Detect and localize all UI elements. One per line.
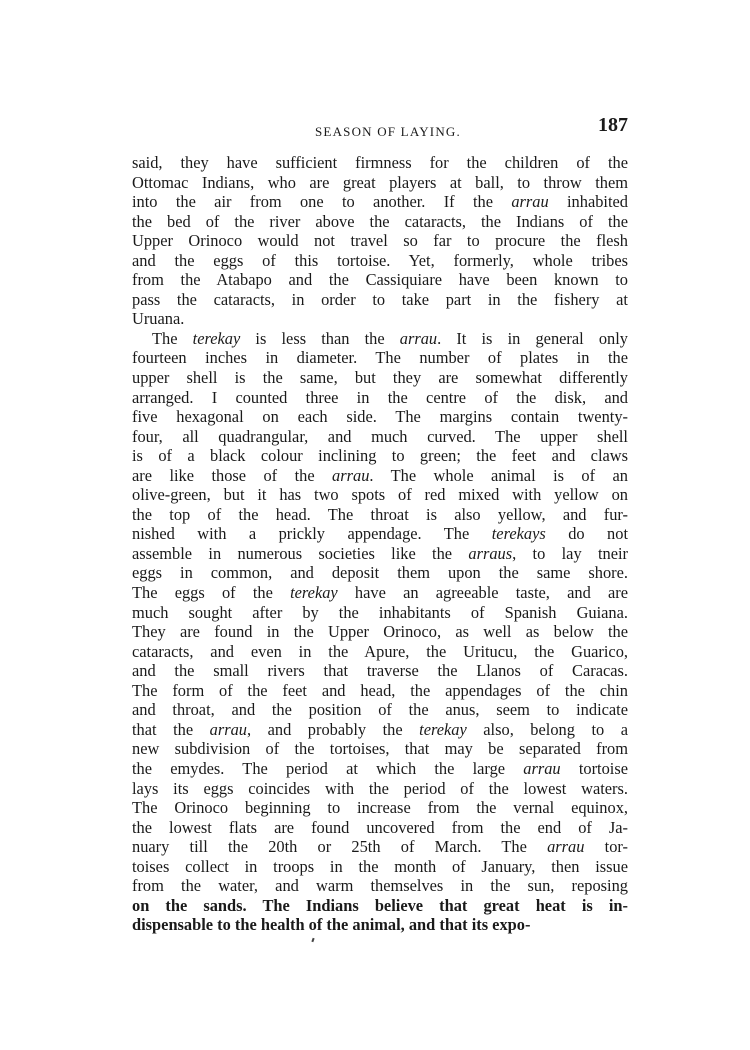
- text-line: [132, 915, 628, 935]
- text-line: [132, 544, 628, 564]
- text-segment: into the air from one to another. If the: [132, 192, 512, 212]
- italic-term: arrau: [511, 192, 549, 212]
- text-segment: pass the cataracts, in order to take part in the fishery at: [132, 289, 628, 309]
- text-line: [132, 505, 628, 525]
- text-line: [132, 466, 628, 486]
- text-segment: They are found in the Upper Orinoco, as well as below the: [132, 622, 628, 642]
- text-segment: assemble in numerous societies like the: [132, 543, 469, 563]
- text-segment: Uruana.: [132, 309, 185, 329]
- text-segment: much sought after by the inhabitants of Spanish Guiana.: [132, 602, 628, 622]
- text-segment: the bed of the river above the cataracts, the Indians of the: [132, 211, 628, 231]
- text-line: [132, 329, 628, 349]
- text-line: [132, 446, 628, 466]
- text-line: [132, 348, 628, 368]
- text-segment: inhabited: [548, 192, 628, 212]
- text-segment: fourteen inches in diameter. The number of plates in the: [132, 348, 628, 368]
- text-segment: The Orinoco beginning to increase from the vernal equinox,: [132, 798, 628, 818]
- text-segment: dispensable to the health of the animal, and that its expo-: [132, 915, 531, 935]
- body-text: [132, 153, 628, 935]
- text-segment: five hexagonal on each side. The margins contain twenty-: [132, 407, 628, 427]
- text-line: [132, 251, 628, 271]
- text-segment: also, belong to a: [466, 719, 628, 739]
- text-segment: The eggs of the: [132, 583, 291, 603]
- text-segment: Upper Orinoco would not travel so far to procure the flesh: [132, 231, 628, 251]
- text-line: [132, 622, 628, 642]
- text-segment: do not: [545, 524, 628, 544]
- page-header: [132, 114, 628, 144]
- page-number: 187: [598, 114, 628, 136]
- text-segment: The form of the feet and head, the appendages of the chin: [132, 680, 628, 700]
- italic-term: terekays: [491, 524, 546, 544]
- text-segment: four, all quadrangular, and much curved. The upper shell: [132, 426, 628, 446]
- italic-term: arrau: [332, 465, 370, 485]
- text-line: [132, 818, 628, 838]
- text-line: [132, 583, 628, 603]
- text-line: [132, 563, 628, 583]
- text-segment: , to lay tneir: [512, 543, 628, 563]
- italic-term: arrau: [399, 328, 438, 348]
- italic-term: terekay: [290, 583, 338, 603]
- text-segment: are like those of the: [132, 465, 333, 485]
- text-line: [132, 700, 628, 720]
- italic-term: arrau: [547, 837, 585, 857]
- text-line: [132, 524, 628, 544]
- text-line: [132, 603, 628, 623]
- text-segment: The: [152, 328, 193, 348]
- text-segment: . The whole animal is of an: [369, 465, 628, 485]
- text-line: [132, 857, 628, 877]
- text-segment: . It is in general only: [437, 328, 628, 348]
- ink-mark: [311, 938, 314, 942]
- text-segment: from the Atabapo and the Cassiquiare have been known to: [132, 270, 628, 290]
- text-segment: lays its eggs coincides with the period of the lowest waters.: [132, 778, 628, 798]
- text-segment: and throat, and the position of the anus, seem to indicate: [132, 700, 628, 720]
- text-segment: tortoise: [560, 758, 628, 778]
- text-segment: tor-: [584, 837, 628, 857]
- text-line: [132, 368, 628, 388]
- text-segment: new subdivision of the tortoises, that may be separated from: [132, 739, 628, 759]
- text-line: [132, 485, 628, 505]
- text-segment: is of a black colour inclining to green; the feet and claws: [132, 446, 628, 466]
- text-line: [132, 779, 628, 799]
- text-line: [132, 388, 628, 408]
- text-line: [132, 739, 628, 759]
- text-segment: from the water, and warm themselves in the sun, reposing: [132, 876, 628, 896]
- text-segment: nuary till the 20th or 25th of March. The: [132, 837, 548, 857]
- text-segment: and the eggs of this tortoise. Yet, formerly, whole tribes: [132, 250, 628, 270]
- text-segment: upper shell is the same, but they are somewhat differently: [132, 368, 628, 388]
- text-line: [132, 270, 628, 290]
- text-line: [132, 896, 628, 916]
- text-line: [132, 231, 628, 251]
- text-line: [132, 837, 628, 857]
- text-segment: the top of the head. The throat is also yellow, and fur-: [132, 504, 628, 524]
- text-segment: toises collect in troops in the month of January, then issue: [132, 856, 628, 876]
- text-line: [132, 153, 628, 173]
- text-line: [132, 212, 628, 232]
- text-line: [132, 290, 628, 310]
- text-segment: on the sands. The Indians believe that great heat is in-: [132, 895, 628, 915]
- text-line: [132, 720, 628, 740]
- text-line: [132, 681, 628, 701]
- text-segment: the lowest flats are found uncovered from the end of Ja-: [132, 817, 628, 837]
- text-line: [132, 192, 628, 212]
- italic-term: arrau: [523, 758, 561, 778]
- text-segment: Ottomac Indians, who are great players at ball, to throw them: [132, 172, 628, 192]
- italic-term: terekay: [192, 328, 241, 348]
- text-line: [132, 876, 628, 896]
- text-line: [132, 798, 628, 818]
- text-segment: and the small rivers that traverse the Llanos of Caracas.: [132, 661, 628, 681]
- text-line: [132, 759, 628, 779]
- text-segment: , and probably the: [247, 719, 420, 739]
- italic-term: terekay: [419, 719, 467, 739]
- text-line: [132, 173, 628, 193]
- text-segment: arranged. I counted three in the centre of the disk, and: [132, 387, 628, 407]
- text-segment: is less than the: [240, 328, 400, 348]
- text-line: [132, 427, 628, 447]
- text-line: [132, 309, 628, 329]
- text-line: [132, 642, 628, 662]
- text-segment: have an agreeable taste, and are: [337, 583, 628, 603]
- text-segment: said, they have sufficient firmness for the children of the: [132, 153, 628, 172]
- running-head: SEASON OF LAYING.: [315, 124, 461, 139]
- text-line: [132, 661, 628, 681]
- text-segment: olive-green, but it has two spots of red mixed with yellow on: [132, 485, 628, 505]
- italic-term: arraus: [468, 543, 513, 563]
- text-segment: the emydes. The period at which the large: [132, 758, 524, 778]
- text-segment: cataracts, and even in the Apure, the Uritucu, the Guarico,: [132, 641, 628, 661]
- text-segment: eggs in common, and deposit them upon the same shore.: [132, 563, 628, 583]
- italic-term: arrau: [209, 719, 247, 739]
- text-segment: that the: [132, 719, 210, 739]
- text-segment: nished with a prickly appendage. The: [132, 524, 492, 544]
- text-line: [132, 407, 628, 427]
